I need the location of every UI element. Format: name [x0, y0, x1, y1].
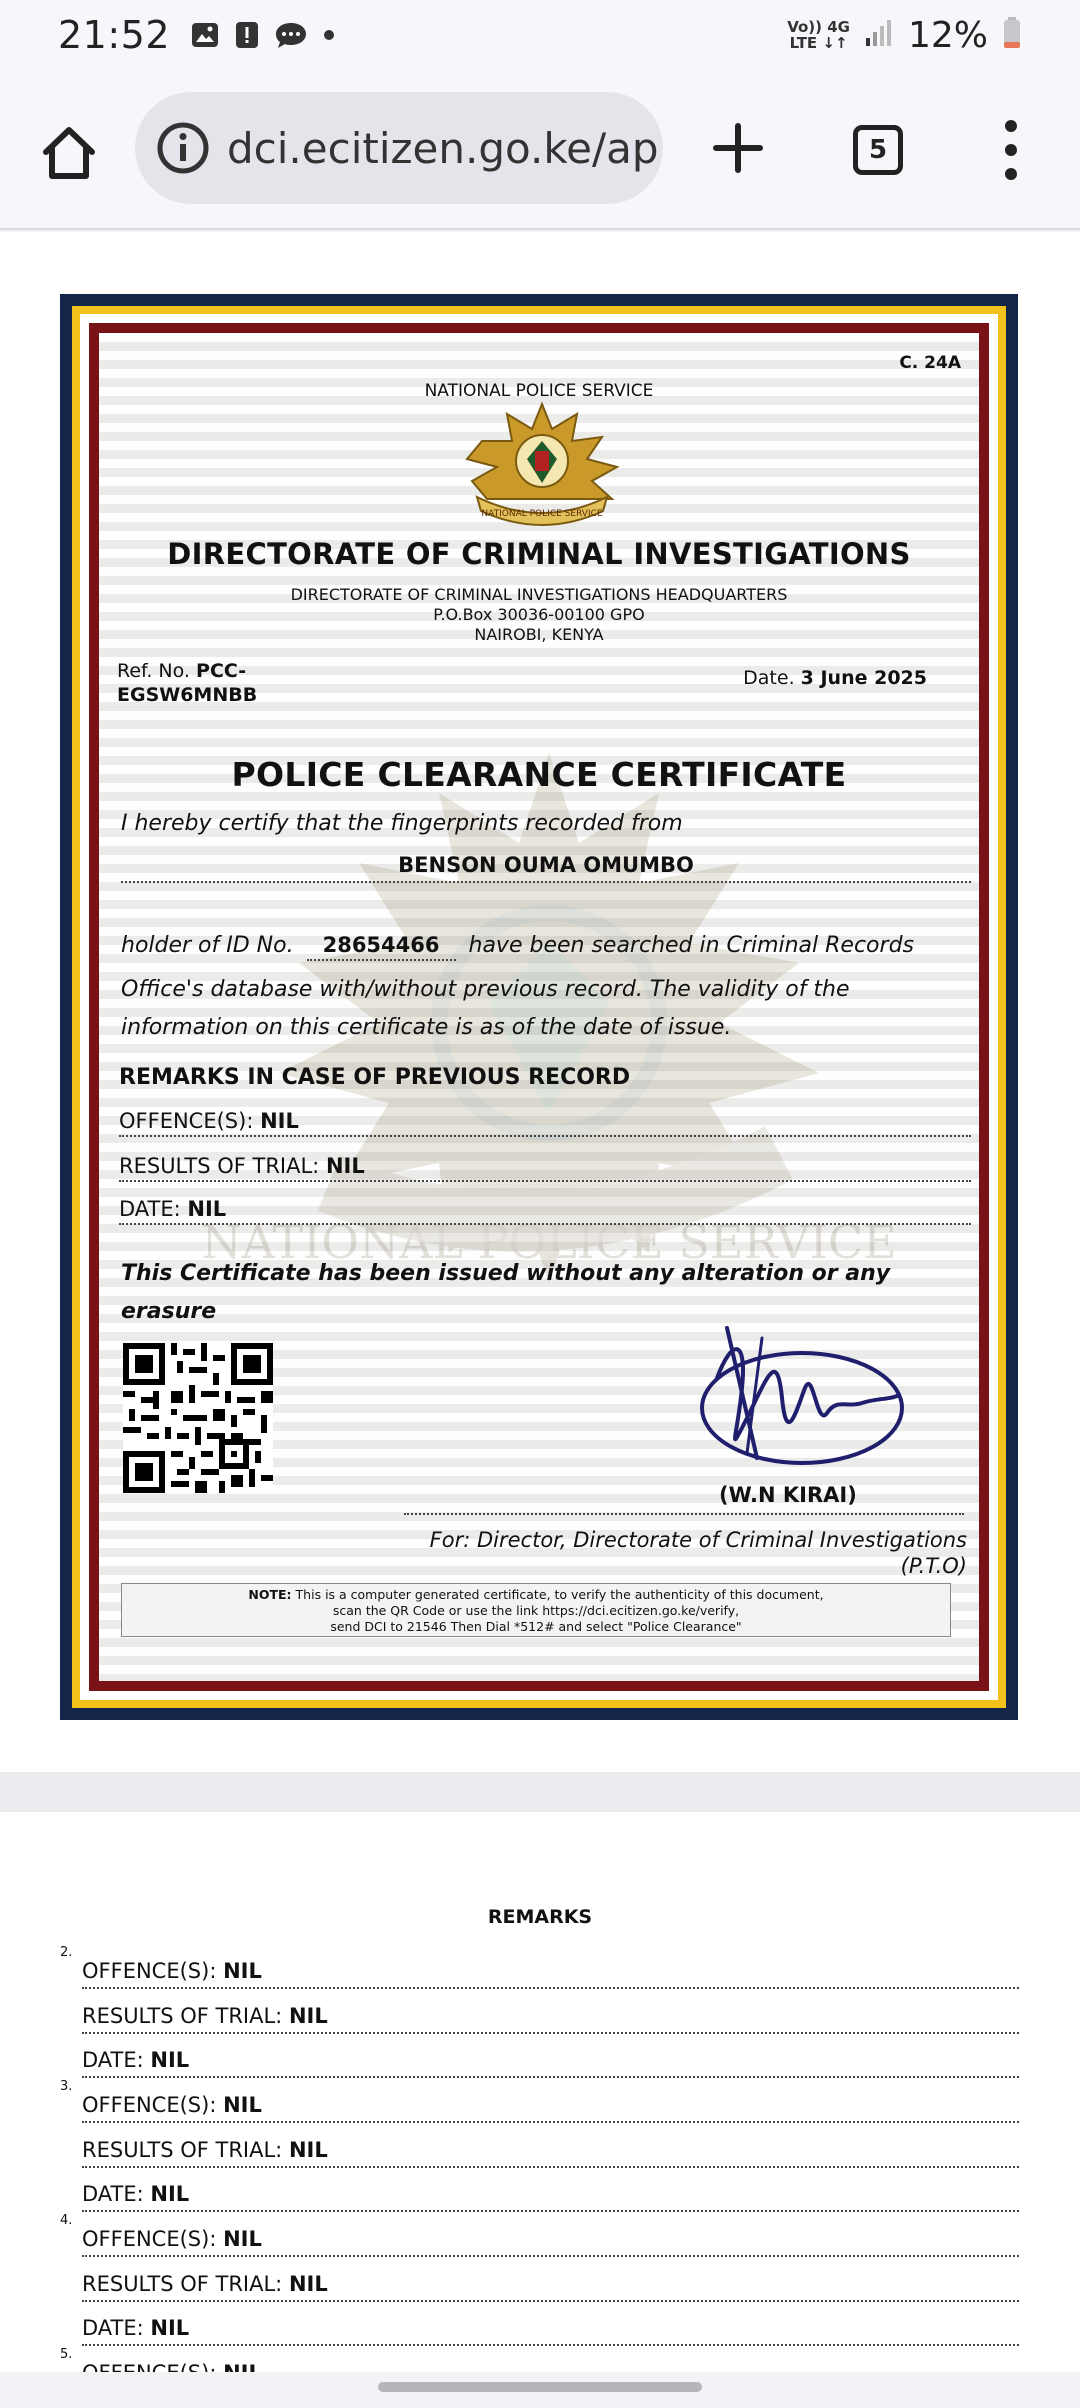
hq-line-1: DIRECTORATE OF CRIMINAL INVESTIGATIONS HEADQUARTERS: [290, 585, 788, 604]
entry-trial-line: [82, 1994, 1019, 2034]
entry-date-line: [82, 2172, 1019, 2212]
note-line-2: scan the QR Code or use the link https://dci.ecitizen.go.ke/verify,: [332, 1603, 740, 1618]
entry-offence-line: [82, 2083, 1019, 2123]
status-time: 21:52: [58, 13, 171, 57]
verification-note: [121, 1583, 951, 1637]
svg-text:NATIONAL POLICE SERVICE: NATIONAL POLICE SERVICE: [481, 509, 603, 519]
trial-label: RESULTS OF TRIAL:: [82, 2272, 283, 2296]
date-value: NIL: [150, 2316, 190, 2340]
remarks-heading: REMARKS IN CASE OF PREVIOUS RECORD: [119, 1065, 631, 1090]
signer-name: (W.N KIRAI): [719, 1483, 857, 1507]
offence-line: [119, 1103, 971, 1137]
offence-label: OFFENCE(S):: [119, 1109, 254, 1133]
entry-number: 5.: [60, 2347, 73, 2362]
remark-date-label: DATE:: [119, 1197, 181, 1221]
message-icon: [274, 20, 308, 50]
entry-number: 2.: [60, 1945, 73, 1960]
url-text[interactable]: dci.ecitizen.go.ke/ap: [227, 123, 659, 173]
info-icon[interactable]: [155, 120, 211, 176]
date-value: NIL: [150, 2048, 190, 2072]
headquarters-address: [99, 585, 979, 645]
url-bar[interactable]: [135, 92, 663, 204]
trial-label: RESULTS OF TRIAL:: [119, 1154, 320, 1178]
gold-border: [72, 306, 1006, 1708]
battery-icon: [1002, 16, 1022, 54]
entry-offence-line: [82, 2217, 1019, 2257]
offence-value: NIL: [223, 2093, 262, 2117]
offence-value: NIL: [223, 2227, 262, 2251]
trial-result-line: [119, 1148, 971, 1182]
signal-icon: [864, 18, 894, 52]
entry-number: 3.: [60, 2079, 73, 2094]
alert-icon: [234, 20, 260, 50]
page-separator: [0, 1772, 1080, 1812]
date-label: Date.: [743, 667, 795, 689]
certificate-border: [60, 294, 1018, 1720]
trial-value: NIL: [288, 2138, 328, 2162]
date-label: DATE:: [82, 2182, 144, 2206]
entry-trial-line: [82, 2128, 1019, 2168]
note-label: NOTE:: [248, 1587, 292, 1602]
trial-label: RESULTS OF TRIAL:: [82, 2138, 283, 2162]
pto-text: (P.T.O): [900, 1554, 967, 1578]
date-value: NIL: [150, 2182, 190, 2206]
entry-offence-line: [82, 1949, 1019, 1989]
network-indicator: [787, 19, 850, 51]
date-label: DATE:: [82, 2316, 144, 2340]
home-button[interactable]: [38, 122, 100, 184]
directorate-title: DIRECTORATE OF CRIMINAL INVESTIGATIONS: [167, 537, 911, 571]
tab-switcher-button[interactable]: 5: [853, 125, 903, 175]
remarks-title: REMARKS: [487, 1906, 593, 1928]
signature: [687, 1318, 907, 1478]
status-bar: [0, 0, 1080, 70]
signatory-title: [430, 1527, 967, 1579]
issuer-name: NATIONAL POLICE SERVICE: [424, 381, 654, 401]
certify-statement: I hereby certify that the fingerprints recorded from: [121, 811, 683, 836]
hq-line-2: P.O.Box 30036-00100 GPO: [433, 605, 645, 624]
note-line-1: This is a computer generated certificate, to verify the authenticity of this document,: [295, 1587, 824, 1602]
for-director-text: For: Director, Directorate of Criminal Investigations: [429, 1528, 967, 1552]
gallery-icon: [190, 20, 220, 50]
database-statement: Office's database with/without previous record. The validity of the information on this certificate is as of the date of issue.: [121, 977, 850, 1040]
offence-label: OFFENCE(S):: [82, 2227, 217, 2251]
signature-line: [404, 1513, 964, 1515]
ref-value-part-2: EGSW6MNBB: [117, 684, 258, 706]
holder-id-statement: [121, 933, 914, 961]
svg-text:NATIONAL POLICE SERVICE: NATIONAL POLICE SERVICE: [201, 1215, 897, 1269]
trial-value: NIL: [288, 2004, 328, 2028]
holder-name: BENSON OUMA OMUMBO: [121, 843, 971, 883]
overflow-menu-button[interactable]: [996, 114, 1026, 186]
id-number: 28654466: [307, 933, 456, 961]
browser-toolbar: [0, 70, 1080, 230]
reference-number: [117, 659, 257, 707]
date-value: 3 June 2025: [800, 667, 927, 689]
certificate-page: [0, 232, 1080, 1772]
red-border: [89, 323, 989, 1691]
gesture-handle[interactable]: [378, 2382, 702, 2392]
date-label: DATE:: [82, 2048, 144, 2072]
remarks-page: [0, 1812, 1080, 2372]
qr-code[interactable]: [123, 1343, 273, 1493]
issued-statement: This Certificate has been issued without any alteration or any erasure: [121, 1261, 891, 1324]
note-line-3: send DCI to 21546 Then Dial *512# and select "Police Clearance": [330, 1619, 742, 1634]
network-type-bottom: LTE ↓↑: [789, 34, 848, 52]
offence-label: OFFENCE(S):: [82, 1959, 217, 1983]
new-tab-button[interactable]: [708, 118, 768, 178]
white-border: [80, 314, 998, 1700]
network-type-top: Vo)) 4G: [787, 18, 850, 36]
certificate-title: POLICE CLEARANCE CERTIFICATE: [231, 755, 847, 794]
hq-line-3: NAIROBI, KENYA: [474, 625, 604, 644]
trial-label: RESULTS OF TRIAL:: [82, 2004, 283, 2028]
trial-value: NIL: [288, 2272, 328, 2296]
entry-number: 4.: [60, 2213, 73, 2228]
battery-percent: 12%: [907, 14, 988, 56]
plus-icon: [708, 118, 768, 178]
remark-date-value: NIL: [187, 1197, 227, 1221]
home-icon: [38, 122, 100, 184]
holder-suffix: have been searched in Criminal Records: [468, 933, 914, 958]
entry-date-line: [82, 2306, 1019, 2346]
holder-prefix: holder of ID No.: [121, 933, 294, 958]
offence-value: NIL: [223, 1959, 262, 1983]
remark-date-line: [119, 1191, 971, 1225]
ref-value-part-1: PCC-: [196, 660, 247, 682]
offence-label: OFFENCE(S):: [82, 2093, 217, 2117]
offence-value: NIL: [260, 1109, 299, 1133]
entry-trial-line: [82, 2262, 1019, 2302]
ref-label: Ref. No.: [117, 660, 190, 682]
coat-of-arms-icon: [457, 399, 627, 529]
certificate: [99, 333, 979, 1681]
entry-date-line: [82, 2038, 1019, 2078]
form-code: C. 24A: [899, 353, 961, 373]
trial-value: NIL: [325, 1154, 365, 1178]
dot-icon: [322, 28, 336, 42]
more-vertical-icon: [996, 114, 1026, 186]
issue-date: [743, 667, 927, 689]
